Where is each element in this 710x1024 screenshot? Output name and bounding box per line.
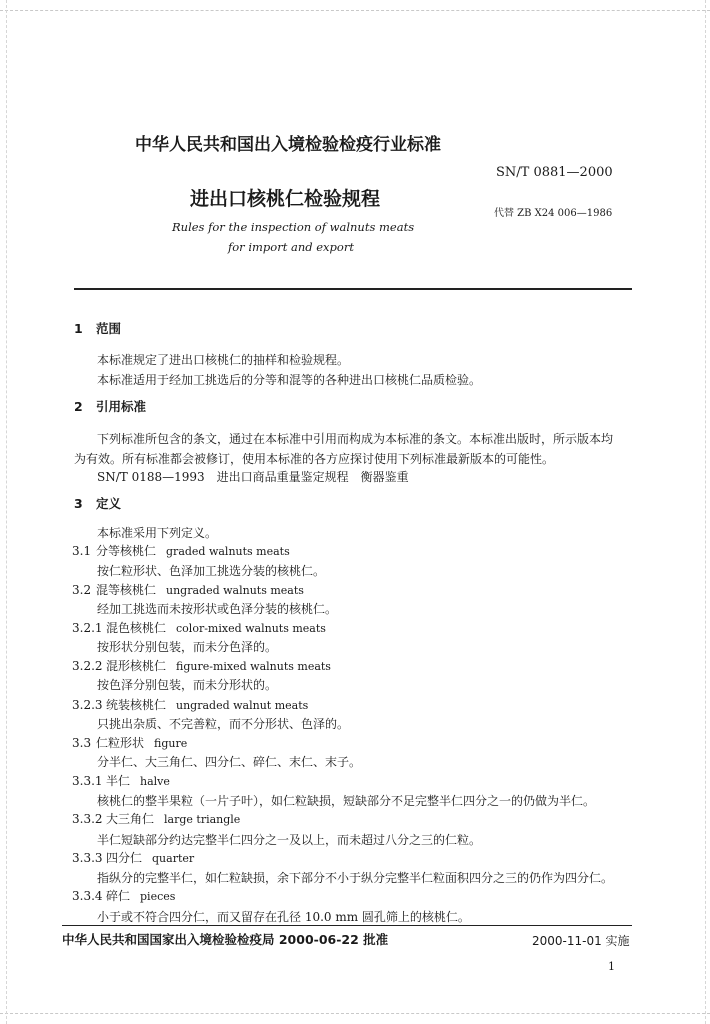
standard-number: SN/T 0881—2000 bbox=[496, 165, 613, 180]
clause-text: 指纵分的完整半仁，如仁粒缺损，余下部分不小于纵分完整半仁粒面积四分之三的仍作为四分仁。 bbox=[97, 871, 614, 885]
clause-number: 3.3.1 bbox=[72, 774, 103, 788]
clause-text: 引用标准 bbox=[96, 399, 147, 414]
clause-number: 3.3.3 bbox=[72, 851, 103, 865]
definition-term bbox=[72, 770, 170, 789]
scan-edge-bottom bbox=[0, 1013, 710, 1014]
clause-text: 大三角仁 bbox=[106, 812, 155, 826]
section-heading bbox=[74, 396, 146, 415]
clause-text: 按形状分别包装，而未分色泽的。 bbox=[97, 640, 278, 654]
body-paragraph bbox=[97, 906, 470, 925]
clause-text: 为有效。所有标准都会被修订，使用本标准的各方应探讨使用下列标准最新版本的可能性。 bbox=[74, 452, 555, 466]
body-paragraph bbox=[97, 522, 217, 541]
clause-number: 3.3.2 bbox=[72, 812, 103, 826]
clause-text: 半仁 bbox=[106, 774, 131, 788]
term-english: ungraded walnuts meats bbox=[166, 584, 304, 597]
clause-text: SN/T 0188—1993 进出口商品重量鉴定规程 衡器鉴重 bbox=[97, 470, 409, 484]
body-paragraph bbox=[97, 674, 277, 693]
approval-line: 中华人民共和国国家出入境检验检疫局 2000-06-22 批准 bbox=[62, 932, 389, 947]
clause-number: 3.3.4 bbox=[72, 889, 103, 903]
clause-text: 混形核桃仁 bbox=[106, 659, 167, 673]
section-heading bbox=[74, 318, 121, 337]
clause-text: 按仁粒形状、色泽加工挑选分装的核桃仁。 bbox=[97, 564, 326, 578]
definition-term bbox=[72, 694, 308, 713]
scan-edge-right bbox=[705, 0, 706, 1024]
term-english: halve bbox=[140, 775, 170, 788]
clause-number: 3 bbox=[74, 496, 83, 511]
body-paragraph bbox=[97, 428, 613, 447]
body-paragraph bbox=[97, 369, 481, 388]
replaces-standard: 代替 ZB X24 006—1986 bbox=[494, 208, 613, 219]
clause-text: 分等核桃仁 bbox=[96, 544, 157, 558]
clause-text: 范围 bbox=[96, 321, 122, 336]
body-paragraph bbox=[74, 448, 554, 467]
document-title-en-line2: for import and export bbox=[228, 240, 354, 254]
document-title-cn: 进出口核桃仁检验规程 bbox=[190, 188, 381, 210]
term-english: pieces bbox=[140, 890, 176, 903]
scan-edge-left bbox=[6, 0, 7, 1024]
footer-rule bbox=[62, 925, 632, 926]
definition-term bbox=[72, 655, 331, 674]
header-rule bbox=[74, 288, 632, 290]
term-english: color-mixed walnuts meats bbox=[176, 622, 326, 635]
body-paragraph bbox=[97, 560, 325, 579]
clause-text: 半仁短缺部分约达完整半仁四分之一及以上，而未超过八分之三的仁粒。 bbox=[97, 833, 482, 847]
body-paragraph bbox=[97, 349, 349, 368]
clause-text: 按色泽分别包装，而未分形状的。 bbox=[97, 678, 278, 692]
issuing-organization: 中华人民共和国出入境检验检疫行业标准 bbox=[135, 135, 441, 155]
body-paragraph bbox=[97, 598, 337, 617]
definition-term bbox=[72, 617, 326, 636]
clause-text: 仁粒形状 bbox=[96, 736, 145, 750]
clause-number: 2 bbox=[74, 399, 83, 414]
scan-edge-top bbox=[0, 10, 710, 11]
body-paragraph bbox=[97, 751, 361, 770]
term-english: ungraded walnut meats bbox=[176, 699, 309, 712]
body-paragraph bbox=[97, 713, 349, 732]
clause-text: 只挑出杂质、不完善粒，而不分形状、色泽的。 bbox=[97, 717, 350, 731]
clause-text: 核桃仁的整半果粒（一片子叶），如仁粒缺损，短缺部分不足完整半仁四分之一的仍做为半仁。 bbox=[97, 794, 596, 808]
body-paragraph bbox=[97, 829, 481, 848]
document-title-en-line1: Rules for the inspection of walnuts meats bbox=[172, 220, 415, 234]
clause-number: 3.2.1 bbox=[72, 621, 103, 635]
clause-text: 本标准采用下列定义。 bbox=[97, 526, 218, 540]
body-paragraph bbox=[97, 790, 595, 809]
clause-text: 混色核桃仁 bbox=[106, 621, 167, 635]
term-english: figure-mixed walnuts meats bbox=[176, 660, 331, 673]
clause-number: 1 bbox=[74, 321, 83, 336]
clause-number: 3.2.3 bbox=[72, 698, 103, 712]
body-paragraph bbox=[97, 636, 277, 655]
clause-text: 经加工挑选而未按形状或色泽分装的核桃仁。 bbox=[97, 602, 338, 616]
clause-text: 本标准规定了进出口核桃仁的抽样和检验规程。 bbox=[97, 353, 350, 367]
term-english: large triangle bbox=[164, 813, 241, 826]
clause-number: 3.1 bbox=[72, 544, 92, 558]
term-english: quarter bbox=[152, 852, 195, 865]
clause-number: 3.2 bbox=[72, 583, 92, 597]
body-paragraph bbox=[97, 466, 409, 485]
clause-number: 3.2.2 bbox=[72, 659, 103, 673]
definition-term bbox=[72, 540, 290, 559]
body-paragraph bbox=[97, 867, 613, 886]
term-english: graded walnuts meats bbox=[166, 545, 290, 558]
clause-number: 3.3 bbox=[72, 736, 92, 750]
effective-date: 2000-11-01 实施 bbox=[532, 934, 630, 948]
section-heading bbox=[74, 493, 121, 512]
clause-text: 四分仁 bbox=[106, 851, 143, 865]
clause-text: 定义 bbox=[96, 496, 122, 511]
clause-text: 本标准适用于经加工挑选后的分等和混等的各种进出口核桃仁品质检验。 bbox=[97, 373, 482, 387]
clause-text: 小于或不符合四分仁，而又留存在孔径 10.0 mm 圆孔筛上的核桃仁。 bbox=[97, 910, 470, 924]
definition-term bbox=[72, 579, 304, 598]
clause-text: 混等核桃仁 bbox=[96, 583, 157, 597]
definition-term bbox=[72, 847, 194, 866]
term-english: figure bbox=[154, 737, 188, 750]
clause-text: 统装核桃仁 bbox=[106, 698, 167, 712]
definition-term bbox=[72, 732, 187, 751]
clause-text: 下列标准所包含的条文，通过在本标准中引用而构成为本标准的条文。本标准出版时，所示版本均 bbox=[97, 432, 614, 446]
definition-term bbox=[72, 885, 175, 904]
definition-term bbox=[72, 808, 240, 827]
clause-text: 分半仁、大三角仁、四分仁、碎仁、末仁、末子。 bbox=[97, 755, 362, 769]
clause-text: 碎仁 bbox=[106, 889, 131, 903]
page-number: 1 bbox=[608, 960, 615, 973]
